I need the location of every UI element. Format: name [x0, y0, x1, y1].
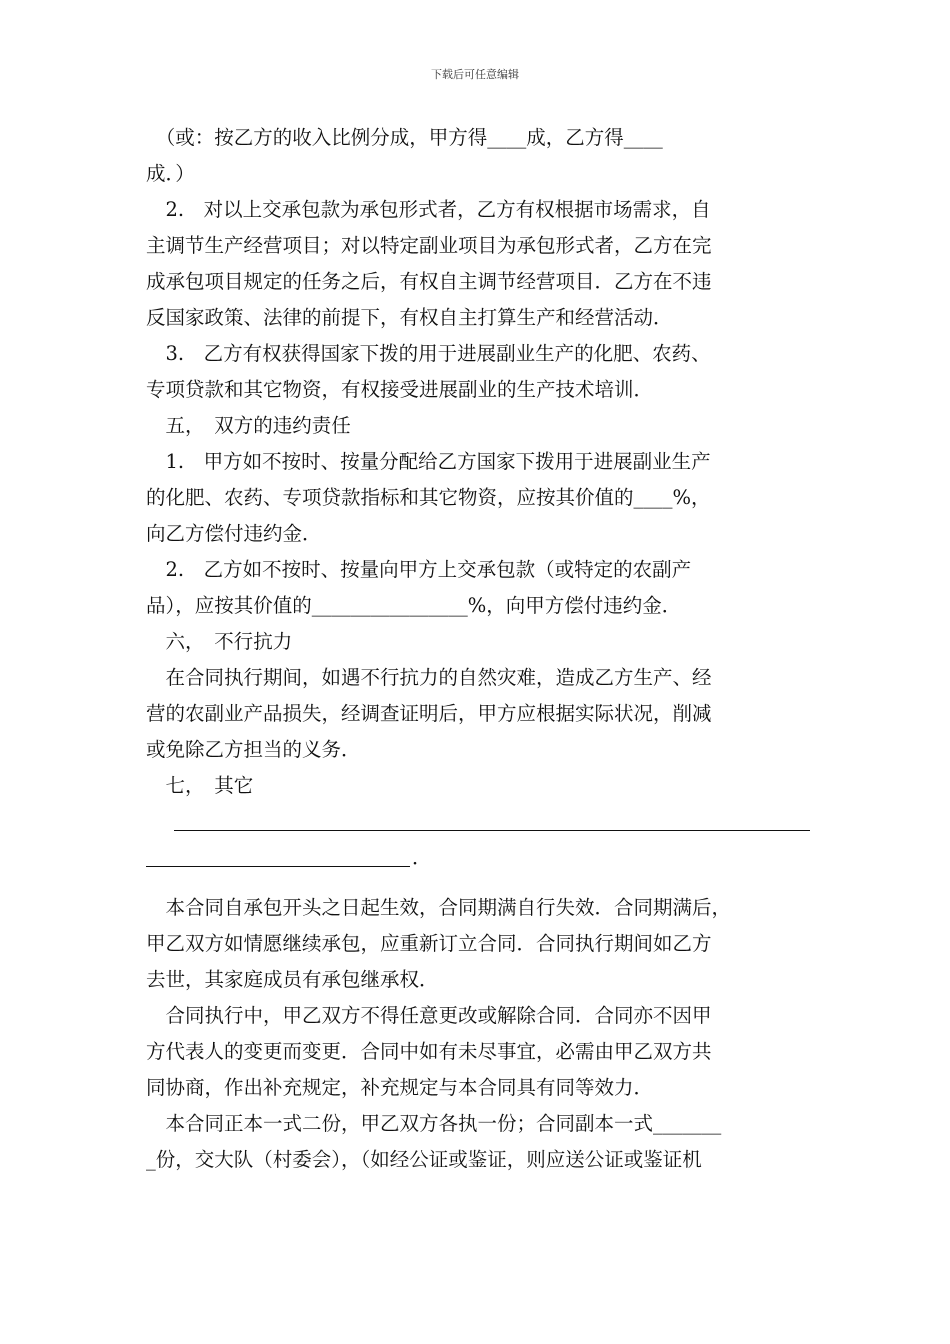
text-line: 或免除乙方担当的义务． [146, 738, 361, 761]
text-line: 去世，其家庭成员有承包继承权． [146, 968, 439, 991]
text-line: 本合同正本一式二份，甲乙双方各执一份；合同副本一式_______ [146, 1112, 722, 1135]
text-line: 1. 甲方如不按时、按量分配给乙方国家下拨用于进展副业生产 [146, 450, 711, 473]
text-line: 主调节生产经营项目；对以特定副业项目为承包形式者，乙方在完 [146, 234, 712, 257]
text-line: 3. 乙方有权获得国家下拨的用于进展副业生产的化肥、农药、 [146, 342, 711, 365]
text-line: 品），应按其价值的________________%，向甲方偿付违约金． [146, 594, 682, 617]
text-line: 营的农副业产品损失，经调查证明后，甲方应根据实际状况，削减 [146, 702, 712, 725]
text-line: 专项贷款和其它物资，有权接受进展副业的生产技术培训． [146, 378, 654, 401]
text-line: 的化肥、农药、专项贷款指标和其它物资，应按其价值的____%， [146, 486, 711, 509]
text-line: （或：按乙方的收入比例分成，甲方得____成，乙方得____ [146, 126, 663, 149]
page-header: 下载后可任意编辑 [431, 68, 519, 81]
text-line: 方代表人的变更而变更．合同中如有未尽事宜，必需由甲乙双方共 [146, 1040, 712, 1063]
contract-body [146, 120, 810, 1178]
text-line: 本合同自承包开头之日起生效，合同期满自行失效．合同期满后， [146, 896, 732, 919]
text-line: 2. 乙方如不按时、按量向甲方上交承包款（或特定的农副产 [146, 558, 692, 581]
text-line: 在合同执行期间，如遇不行抗力的自然灾难，造成乙方生产、经 [146, 666, 712, 689]
text-line: 2. 对以上交承包款为承包形式者，乙方有权根据市场需求，自 [146, 198, 711, 221]
text-line: 成．） [146, 162, 195, 185]
section-heading: 六， 不行抗力 [146, 630, 293, 653]
text-line: 成承包项目规定的任务之后，有权自主调节经营项目．乙方在不违 [146, 270, 712, 293]
text-line: 向乙方偿付违约金． [146, 522, 322, 545]
blank-line-2 [146, 840, 810, 876]
text-line: _份，交大队（村委会），（如经公证或鉴证，则应送公证或鉴证机 [146, 1148, 702, 1171]
period-mark: ． [412, 846, 432, 869]
text-line: 反国家政策、法律的前提下，有权自主打算生产和经营活动． [146, 306, 673, 329]
section-heading: 七， 其它 [146, 774, 254, 797]
section-heading: 五， 双方的违约责任 [146, 414, 351, 437]
underline-blank [146, 866, 410, 867]
text-line: 合同执行中，甲乙双方不得任意更改或解除合同．合同亦不因甲 [146, 1004, 712, 1027]
underline-blank [174, 830, 810, 831]
text-line: 同协商，作出补充规定，补充规定与本合同具有同等效力． [146, 1076, 654, 1099]
text-line: 甲乙双方如情愿继续承包，应重新订立合同．合同执行期间如乙方 [146, 932, 712, 955]
blank-line-1 [146, 804, 810, 840]
